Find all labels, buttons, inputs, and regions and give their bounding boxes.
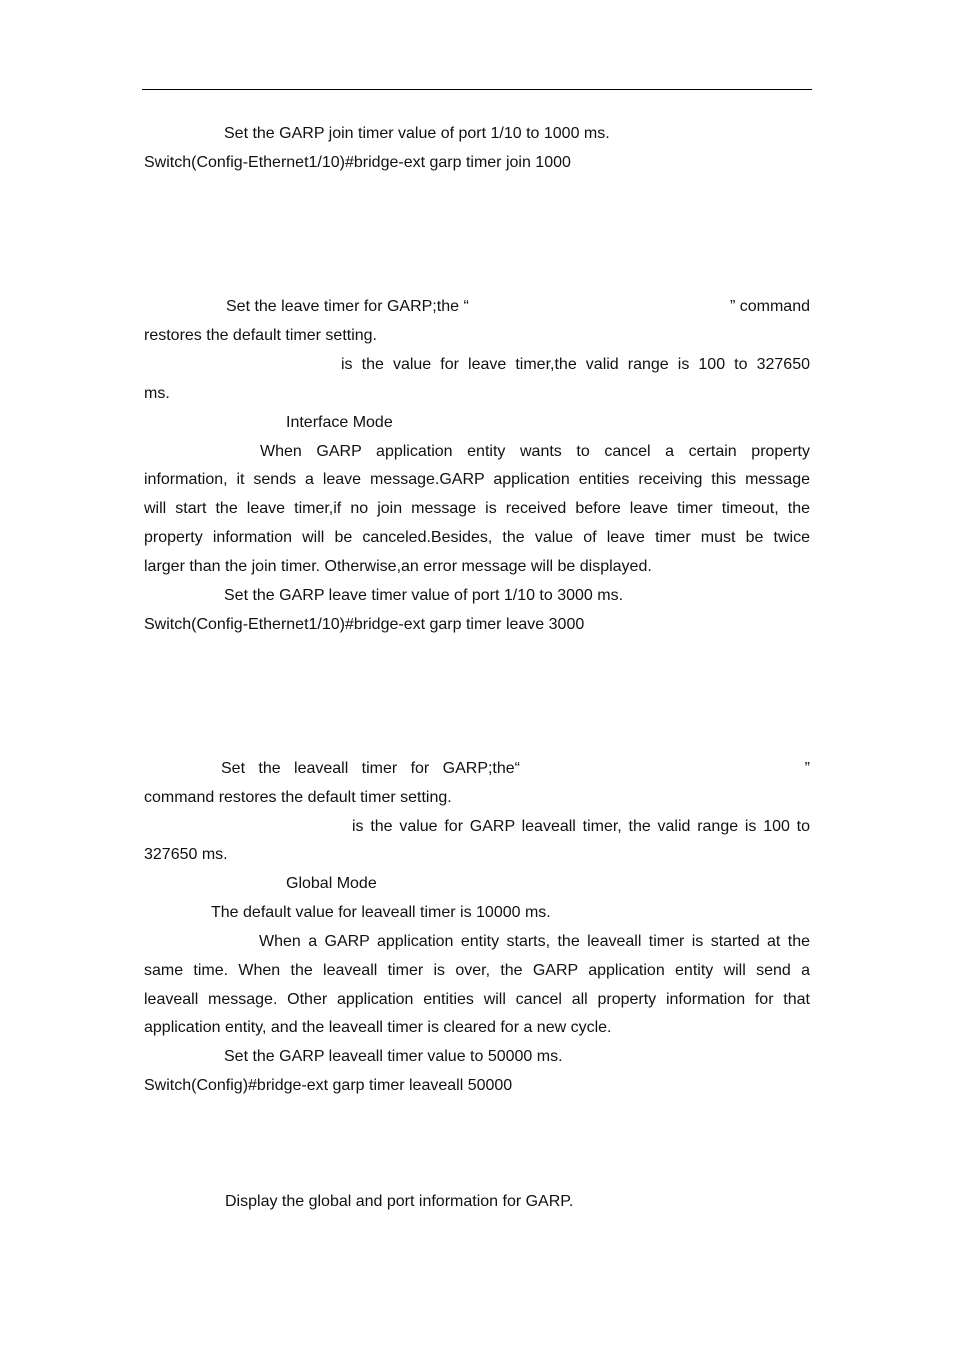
leaveall-command-mode: Global Mode bbox=[286, 875, 377, 892]
join-example-text: Set the GARP join timer value of port 1/10 to 1000 ms. bbox=[224, 125, 610, 142]
leaveall-parameter-text: is the value for GARP leaveall timer, the valid range is 100 to bbox=[352, 818, 810, 835]
show-function-text: Display the global and port information for GARP. bbox=[225, 1193, 574, 1210]
leave-function-text-end: ” command bbox=[729, 298, 810, 315]
leaveall-default-text: The default value for leaveall timer is 10000 ms. bbox=[211, 904, 551, 921]
leaveall-usage-line: When a GARP application entity starts, the leaveall timer is started at the bbox=[259, 933, 810, 950]
leave-function-text: Set the leave timer for GARP;the “ bbox=[226, 298, 469, 315]
leave-parameter-text: is the value for leave timer,the valid range is 100 to 327650 bbox=[341, 356, 810, 373]
leaveall-function-text: Set the leaveall timer for GARP;the“ bbox=[221, 760, 520, 777]
leaveall-function-text-end: ” bbox=[804, 760, 810, 777]
leave-usage-line: When GARP application entity wants to cancel a certain property bbox=[260, 443, 810, 460]
leave-function-text-cont: restores the default timer setting. bbox=[144, 327, 377, 344]
leaveall-function-text-cont: command restores the default timer setting. bbox=[144, 789, 452, 806]
leave-usage-line: information, it sends a leave message.GARP application entities receiving this message bbox=[144, 471, 810, 488]
leaveall-parameter-text-cont: 327650 ms. bbox=[144, 846, 228, 863]
leaveall-usage-line: same time. When the leaveall timer is over, the GARP application entity will send a bbox=[144, 962, 810, 979]
leave-example-command: Switch(Config-Ethernet1/10)#bridge-ext garp timer leave 3000 bbox=[144, 616, 585, 633]
header-rule bbox=[142, 89, 812, 90]
leaveall-example-text: Set the GARP leaveall timer value to 50000 ms. bbox=[224, 1048, 563, 1065]
leaveall-example-command: Switch(Config)#bridge-ext garp timer leaveall 50000 bbox=[144, 1077, 513, 1094]
join-example-command: Switch(Config-Ethernet1/10)#bridge-ext garp timer join 1000 bbox=[144, 154, 571, 171]
leave-command-mode: Interface Mode bbox=[286, 414, 393, 431]
leave-usage-line: property information will be canceled.Besides, the value of leave timer must be twice bbox=[144, 529, 810, 546]
leave-parameter-text-cont: ms. bbox=[144, 385, 170, 402]
leaveall-usage-line: application entity, and the leaveall timer is cleared for a new cycle. bbox=[144, 1019, 612, 1036]
leave-example-text: Set the GARP leave timer value of port 1/10 to 3000 ms. bbox=[224, 587, 624, 604]
leaveall-usage-line: leaveall message. Other application entities will cancel all property information for that bbox=[144, 991, 810, 1008]
leave-usage-line: will start the leave timer,if no join message is received before leave timer timeout, the bbox=[144, 500, 810, 517]
leave-usage-line: larger than the join timer. Otherwise,an error message will be displayed. bbox=[144, 558, 652, 575]
